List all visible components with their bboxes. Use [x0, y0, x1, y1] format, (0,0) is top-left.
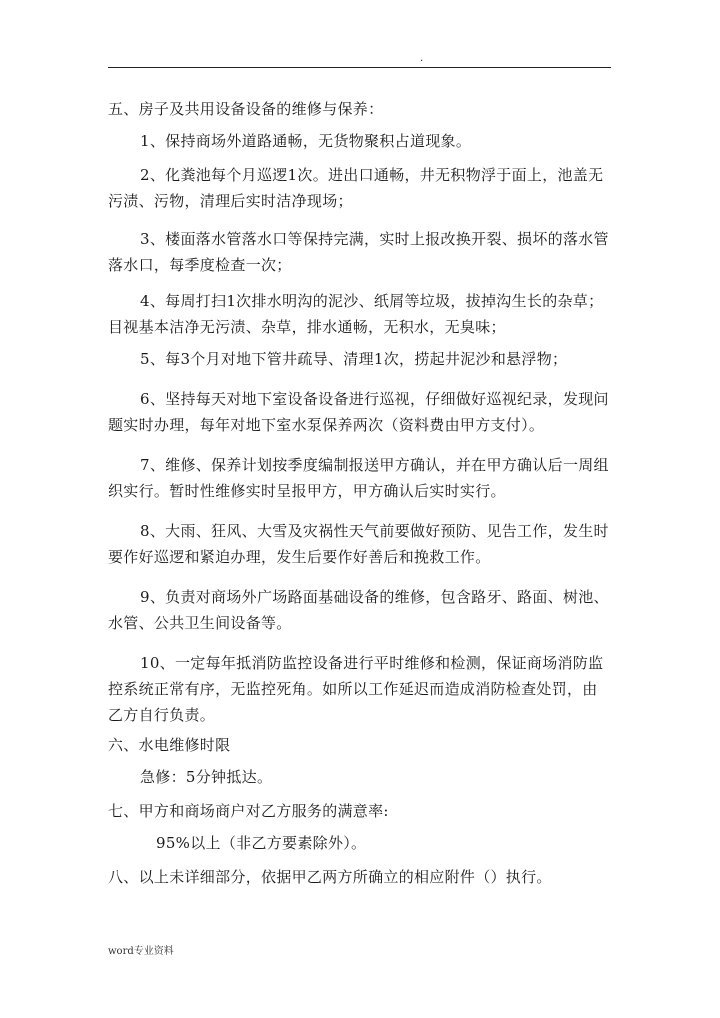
footer-label: word专业资料	[108, 946, 174, 957]
section-5-item-10: 10、一定每年抵消防监控设备进行平时维修和检测，保证商场消防监控系统正常有序，无监控死角。如所以工作延迟而造成消防检查处罚，由乙方自行负责。	[108, 654, 604, 724]
section-5-title: 五、房子及共用设备设备的维修与保养：	[108, 100, 384, 118]
document-body	[108, 96, 611, 890]
section-5-item-1: 1、保持商场外道路通畅，无货物聚积占道现象。	[140, 132, 472, 150]
section-7-title: 七、甲方和商场商户对乙方服务的满意率:	[108, 802, 389, 820]
section-7-item: 95%以上（非乙方要素除外）。	[156, 834, 367, 852]
section-5-item-2: 2、化粪池每个月巡逻1次。进出口通畅，井无积物浮于面上，池盖无污渍、污物，清理后实时洁净现场；	[108, 166, 604, 210]
header-mark: .	[420, 53, 424, 64]
header-rule	[108, 67, 611, 68]
section-5-item-3: 3、楼面落水管落水口等保持完满，实时上报改换开裂、损坏的落水管落水口，每季度检查一次；	[108, 230, 609, 274]
section-5-item-9: 9、负责对商场外广场路面基础设备的维修，包含路牙、路面、树池、水管、公共卫生间设备等。	[108, 588, 609, 632]
section-5-item-5: 5、每3个月对地下管井疏导、清理1次，捞起井泥沙和悬浮物；	[140, 350, 568, 368]
section-5-item-7: 7、维修、保养计划按季度编制报送甲方确认，并在甲方确认后一周组织实行。暂时性维修实时呈报甲方，甲方确认后实时实行。	[108, 456, 609, 500]
section-5-item-8: 8、大雨、狂风、大雪及灾祸性天气前要做好预防、见告工作，发生时要作好巡逻和紧迫办理，发生后要作好善后和挽救工作。	[108, 522, 609, 566]
section-5-item-6: 6、坚持每天对地下室设备设备进行巡视，仔细做好巡视纪录，发现问题实时办理，每年对地下室水泵保养两次（资料费由甲方支付）。	[108, 390, 609, 434]
section-6-title: 六、水电维修时限	[108, 736, 231, 754]
section-8-title: 八、以上未详细部分，依据甲乙两方所确立的相应附件（）执行。	[108, 868, 552, 886]
section-5-item-4: 4、每周打扫1次排水明沟的泥沙、纸屑等垃圾，拔掉沟生长的杂草；目视基本洁净无污渍、杂草，排水通畅，无积水，无臭味；	[108, 292, 604, 336]
section-6-item: 急修：5分钟抵达。	[140, 768, 273, 786]
